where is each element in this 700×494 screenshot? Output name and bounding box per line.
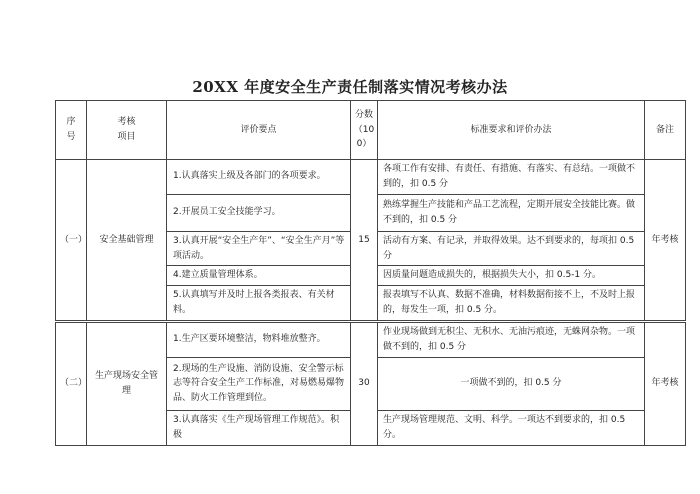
assessment-table xyxy=(55,100,686,446)
standard-cell: 作业现场做到无积尘、无积水、无油污痕迹，无蛛网杂物。一项做不到的，扣 0.5 分 xyxy=(378,321,645,357)
criteria-cell: 1.认真落实上级及各部门的各项要求。 xyxy=(167,160,351,195)
table-row xyxy=(56,321,686,357)
section-remark: 年考核 xyxy=(645,321,686,445)
section-score: 30 xyxy=(351,321,378,445)
header-score: 分数 （10 0） xyxy=(351,101,378,160)
criteria-cell: 3.认真开展“安全生产年”、“安全生产月”等项活动。 xyxy=(167,231,351,266)
section-item: 生产现场安全管理 xyxy=(87,321,167,445)
header-item: 考核 项目 xyxy=(87,101,167,160)
standard-cell: 因质量问题造成损失的，根据损失大小，扣 0.5-1 分。 xyxy=(378,266,645,286)
table-row xyxy=(56,160,686,195)
standard-cell: 各项工作有安排、有责任、有措施、有落实、有总结。一项做不到的，扣 0.5 分 xyxy=(378,160,645,195)
criteria-cell: 1.生产区要环境整洁，物料堆放整齐。 xyxy=(167,321,351,357)
section-no: （二） xyxy=(56,321,87,445)
section-score: 15 xyxy=(351,160,378,322)
document-title: 20XX 年度安全生产责任制落实情况考核办法 xyxy=(192,78,508,96)
header-row xyxy=(56,101,686,160)
header-no: 序 号 xyxy=(56,101,87,160)
criteria-cell: 5.认真填写并及时上报各类报表、有关材料。 xyxy=(167,286,351,322)
header-standard: 标准要求和评价办法 xyxy=(378,101,645,160)
section-no: （一） xyxy=(56,160,87,322)
header-remark: 备注 xyxy=(645,101,686,160)
standard-cell: 活动有方案、有记录，并取得效果。达不到要求的，每项扣 0.5 分 xyxy=(378,231,645,266)
section-item: 安全基础管理 xyxy=(87,160,167,322)
criteria-cell: 2.现场的生产设施、消防设施、安全警示标志等符合安全生产工作标准，对易燃易爆物品、防火工作管理到位。 xyxy=(167,357,351,410)
header-criteria: 评价要点 xyxy=(167,101,351,160)
standard-cell: 一项做不到的，扣 0.5 分 xyxy=(378,357,645,410)
criteria-cell: 2.开展员工安全技能学习。 xyxy=(167,194,351,231)
standard-cell: 报表填写不认真、数据不准确，材料数据衔接不上，不及时上报的，每发生一项，扣 0.5 分。 xyxy=(378,286,645,322)
standard-cell: 熟练掌握生产技能和产品工艺流程，定期开展安全技能比赛。做不到的，扣 0.5 分 xyxy=(378,194,645,231)
criteria-cell: 3.认真落实《生产现场管理工作规范》。积极 xyxy=(167,410,351,445)
criteria-cell: 4.建立质量管理体系。 xyxy=(167,266,351,286)
section-remark: 年考核 xyxy=(645,160,686,322)
standard-cell: 生产现场管理规范、文明、科学。一项达不到要求的，扣 0.5 分。 xyxy=(378,410,645,445)
